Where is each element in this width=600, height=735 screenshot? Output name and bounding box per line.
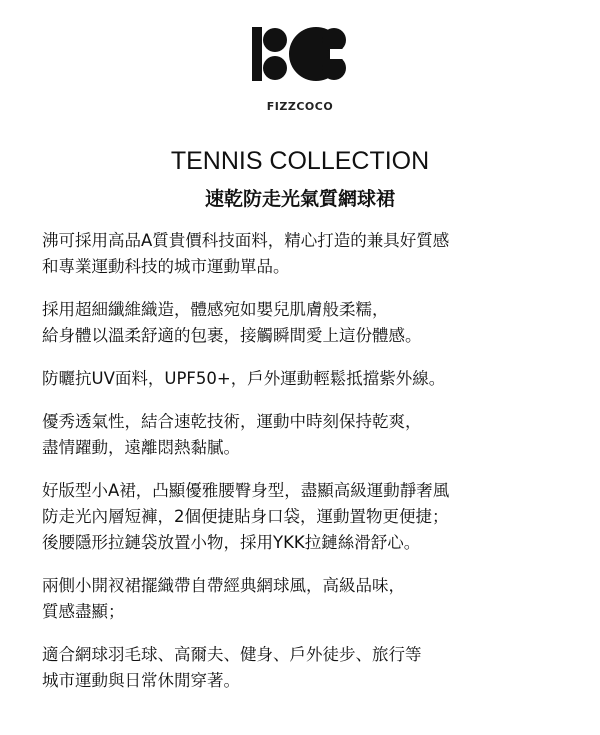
- collection-title: TENNIS COLLECTION: [170, 147, 430, 175]
- text-line: 和專業運動科技的城市運動單品。: [42, 257, 290, 276]
- text-line: 城市運動與日常休閒穿著。: [42, 671, 240, 690]
- text-line: 沸可採用高品A質貴價科技面料，精心打造的兼具好質感: [42, 231, 450, 250]
- paragraph-fabric: [42, 228, 582, 280]
- description-body: [42, 228, 582, 711]
- paragraph-usage: [42, 642, 582, 694]
- paragraph-fit: [42, 478, 582, 556]
- paragraph-hem: [42, 573, 582, 625]
- fizzcoco-logo: [250, 23, 350, 85]
- text-line: 後腰隱形拉鏈袋放置小物，採用YKK拉鏈絲滑舒心。: [42, 533, 421, 552]
- text-line: 質感盡顯；: [42, 602, 125, 621]
- text-line: 採用超細纖維織造，體感宛如嬰兒肌膚般柔糯，: [42, 300, 389, 319]
- text-line: 好版型小A裙，凸顯優雅腰臀身型，盡顯高級運動靜奢風: [42, 481, 450, 500]
- text-line: 防走光內層短褲，2個便捷貼身口袋，運動置物更便捷；: [42, 507, 449, 526]
- text-line: 兩側小開衩裙擺織帶自帶經典網球風，高級品味，: [42, 576, 405, 595]
- paragraph-feel: [42, 297, 582, 349]
- text-line: 盡情躍動，遠離悶熱黏膩。: [42, 438, 240, 457]
- text-line: 優秀透氣性，結合速乾技術，運動中時刻保持乾爽，: [42, 412, 422, 431]
- product-title: 速乾防走光氣質網球裙: [204, 188, 395, 210]
- text-line: 防曬抗UV面料，UPF50+，戶外運動輕鬆抵擋紫外線。: [42, 369, 446, 388]
- text-line: 適合網球羽毛球、高爾夫、健身、戶外徒步、旅行等: [42, 645, 422, 664]
- brand-name: FIZZCOCO: [266, 100, 334, 113]
- text-line: 給身體以溫柔舒適的包裹，接觸瞬間愛上這份體感。: [42, 326, 422, 345]
- paragraph-breathable: [42, 409, 582, 461]
- paragraph-uv: [42, 366, 582, 392]
